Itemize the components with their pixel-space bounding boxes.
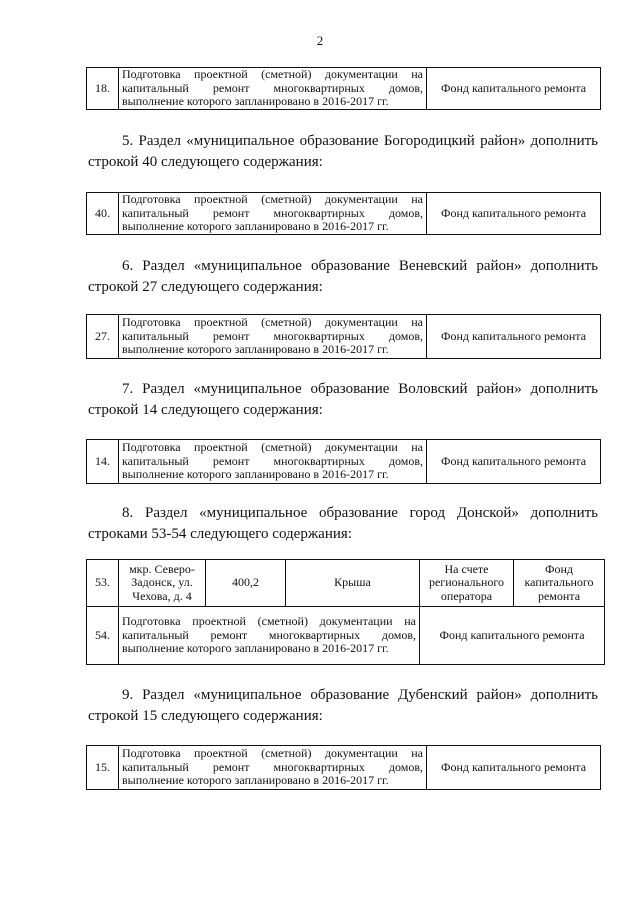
row-address: мкр. Северо-Задонск, ул. Чехова, д. 4 <box>119 560 206 607</box>
paragraph-5: 5. Раздел «муниципальное образование Богородицкий район» дополнить строкой 40 следующего содержания: <box>88 133 598 170</box>
table-row-40 <box>86 192 601 235</box>
paragraph-8: 8. Раздел «муниципальное образование город Донской» дополнить строками 53-54 следующего содержания: <box>88 505 598 542</box>
paragraph-9: 9. Раздел «муниципальное образование Дубенский район» дополнить строкой 15 следующего содержания: <box>88 687 598 724</box>
paragraph-6: 6. Раздел «муниципальное образование Веневский район» дополнить строкой 27 следующего содержания: <box>88 258 598 295</box>
page-number: 2 <box>316 33 324 48</box>
row-number: 27. <box>87 315 119 359</box>
row-description: Подготовка проектной (сметной) документации на капитальный ремонт многоквартирных домов, выполнение которого запланировано в 2016-2017 гг. <box>119 68 427 110</box>
row-description: Подготовка проектной (сметной) документации на капитальный ремонт многоквартирных домов, выполнение которого запланировано в 2016-2017 гг. <box>119 746 427 790</box>
table-row-15 <box>86 745 601 790</box>
table-row-14 <box>86 439 601 484</box>
table-row-27 <box>86 314 601 359</box>
row-number: 18. <box>87 68 119 110</box>
row-area: 400,2 <box>206 560 286 607</box>
row-number: 40. <box>87 193 119 235</box>
row-number: 14. <box>87 440 119 484</box>
row-fund: Фонд капитального ремонта <box>427 746 601 790</box>
row-fund: Фонд капитального ремонта <box>427 315 601 359</box>
row-work-type: Крыша <box>286 560 420 607</box>
row-description: Подготовка проектной (сметной) документации на капитальный ремонт многоквартирных домов, выполнение которого запланировано в 2016-2017 гг. <box>119 193 427 235</box>
row-fund: Фонд капитального ремонта <box>427 68 601 110</box>
row-fund: Фонд капитального ремонта <box>420 607 605 665</box>
table-row-18 <box>86 67 601 110</box>
row-number: 54. <box>87 607 119 665</box>
row-description: Подготовка проектной (сметной) документации на капитальный ремонт многоквартирных домов, выполнение которого запланировано в 2016-2017 гг. <box>119 440 427 484</box>
table-rows-53-54 <box>86 559 605 665</box>
row-number: 53. <box>87 560 119 607</box>
row-fund: Фонд капитального ремонта <box>514 560 605 607</box>
row-description: Подготовка проектной (сметной) документации на капитальный ремонт многоквартирных домов, выполнение которого запланировано в 2016-2017 гг. <box>119 607 420 665</box>
row-number: 15. <box>87 746 119 790</box>
row-fund: Фонд капитального ремонта <box>427 193 601 235</box>
row-fund: Фонд капитального ремонта <box>427 440 601 484</box>
paragraph-7: 7. Раздел «муниципальное образование Воловский район» дополнить строкой 14 следующего содержания: <box>88 381 598 418</box>
row-account: На счете регионального оператора <box>420 560 514 607</box>
row-description: Подготовка проектной (сметной) документации на капитальный ремонт многоквартирных домов, выполнение которого запланировано в 2016-2017 гг. <box>119 315 427 359</box>
